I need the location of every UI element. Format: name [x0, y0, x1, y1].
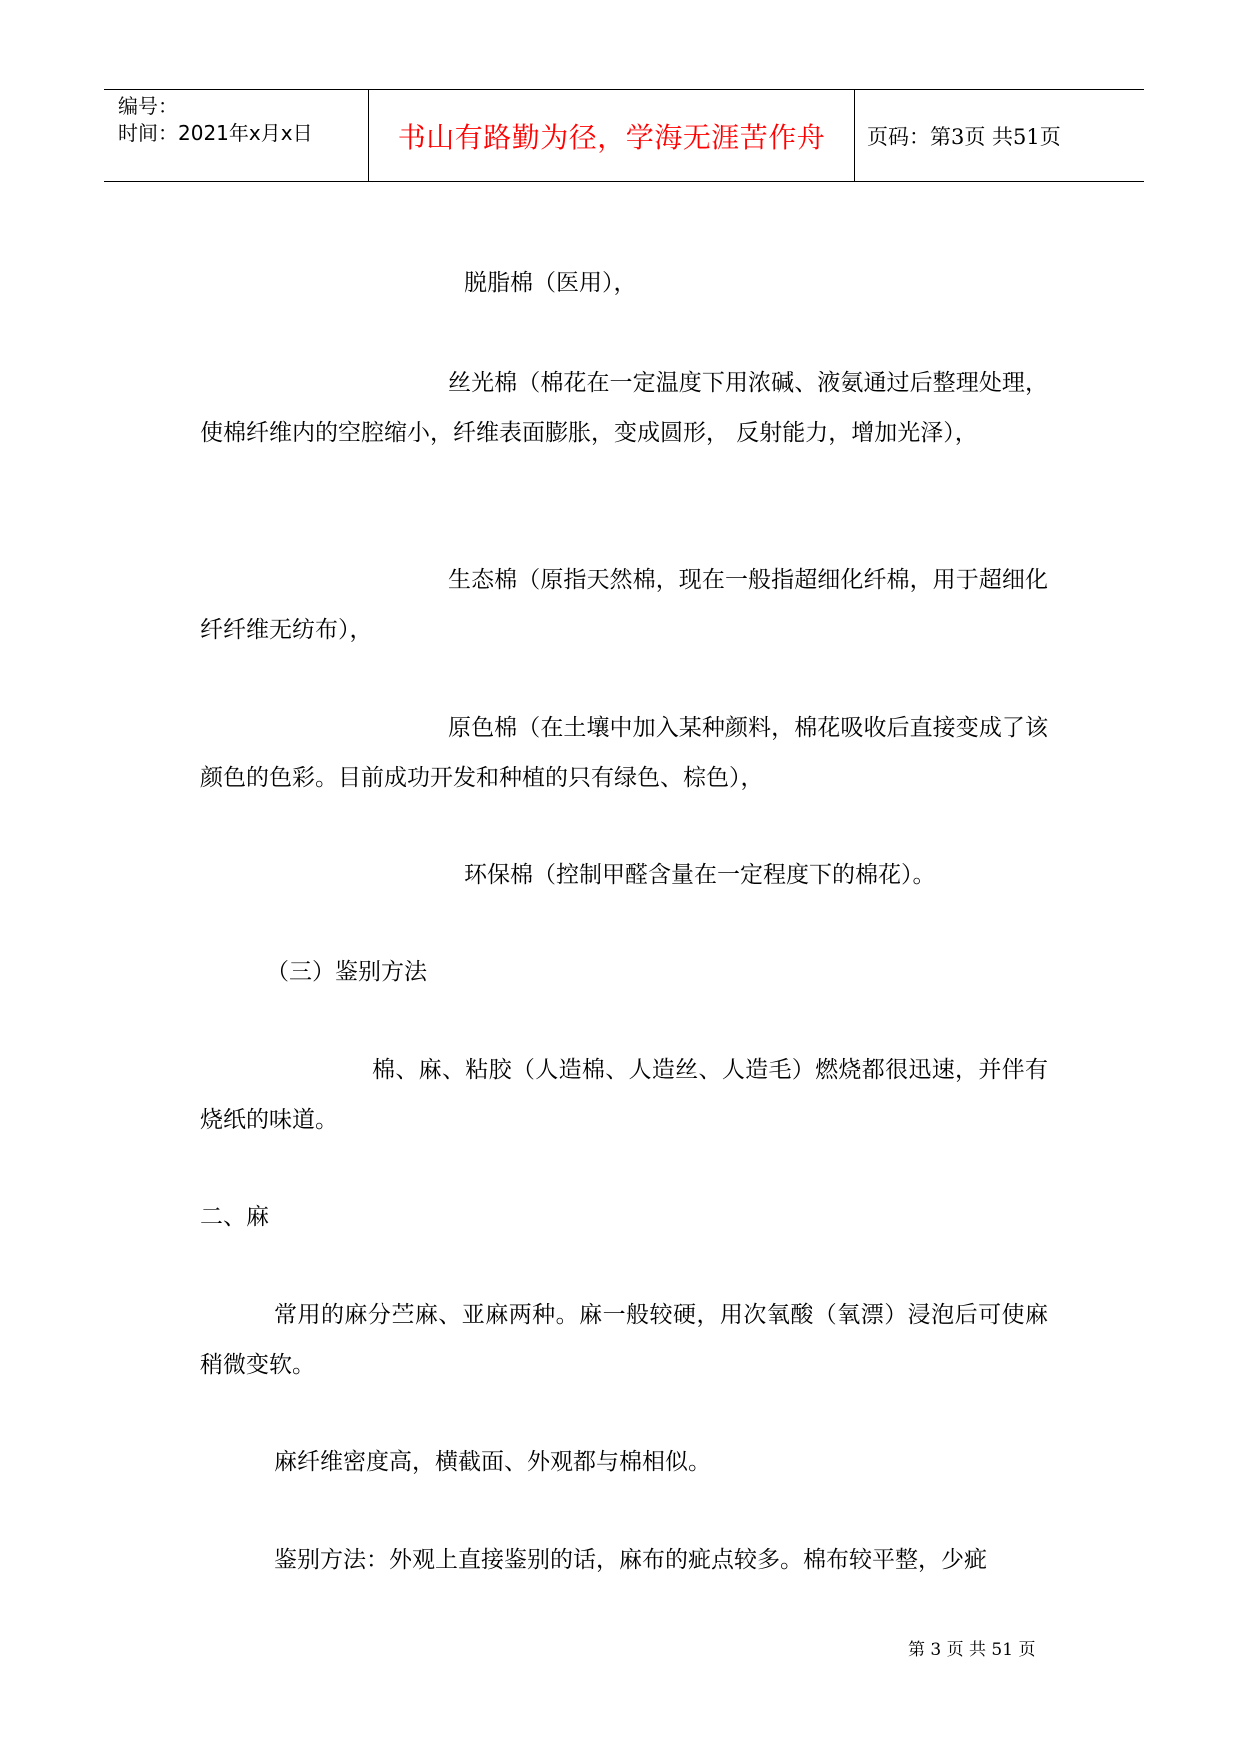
paragraph-colored-cotton: 原色棉（在土壤中加入某种颜料，棉花吸收后直接变成了该颜色的色彩。目前成功开发和种植的只有绿色、棕色），: [200, 715, 1048, 791]
header-right-cell: [855, 90, 1144, 181]
paragraph-hemp-density: 麻纤维密度高，横截面、外观都与棉相似。: [274, 1449, 711, 1475]
document-time-label: 时间：2021年x月x日: [118, 121, 313, 145]
paragraph-hemp-types: 常用的麻分苎麻、亚麻两种。麻一般较硬，用次氧酸（氧漂）浸泡后可使麻稍微变软。: [200, 1302, 1048, 1378]
paragraph-hemp-identification: 鉴别方法：外观上直接鉴别的话，麻布的疵点较多。棉布较平整，少疵: [274, 1547, 987, 1573]
header-page-code: 页码：第3页 共51页: [867, 124, 1061, 149]
header-motto: 书山有路勤为径，学海无涯苦作舟: [397, 120, 826, 154]
paragraph-eco-cotton: 生态棉（原指天然棉，现在一般指超细化纤棉，用于超细化纤纤维无纺布），: [200, 567, 1048, 643]
header-middle-cell: [368, 90, 855, 181]
section-heading-hemp: 二、麻: [200, 1204, 269, 1230]
paragraph-eco-friendly-cotton: 环保棉（控制甲醛含量在一定程度下的棉花）。: [464, 862, 936, 888]
header-left-cell: [104, 90, 368, 181]
paragraph-mercerized-cotton: 丝光棉（棉花在一定温度下用浓碱、液氨通过后整理处理，使棉纤维内的空腔缩小，纤维表面膨胀，变成圆形， 反射能力，增加光泽），: [200, 370, 1048, 446]
document-header: [104, 89, 1144, 182]
paragraph-burning-test: 棉、麻、粘胶（人造棉、人造丝、人造毛）燃烧都很迅速，并伴有烧纸的味道。: [200, 1057, 1048, 1133]
section-heading-identification: （三）鉴别方法: [266, 959, 427, 985]
paragraph-degreased-cotton: 脱脂棉（医用），: [464, 270, 637, 296]
page-footer-number: 第 3 页 共 51 页: [908, 1640, 1036, 1660]
document-number-label: 编号：: [118, 94, 178, 118]
